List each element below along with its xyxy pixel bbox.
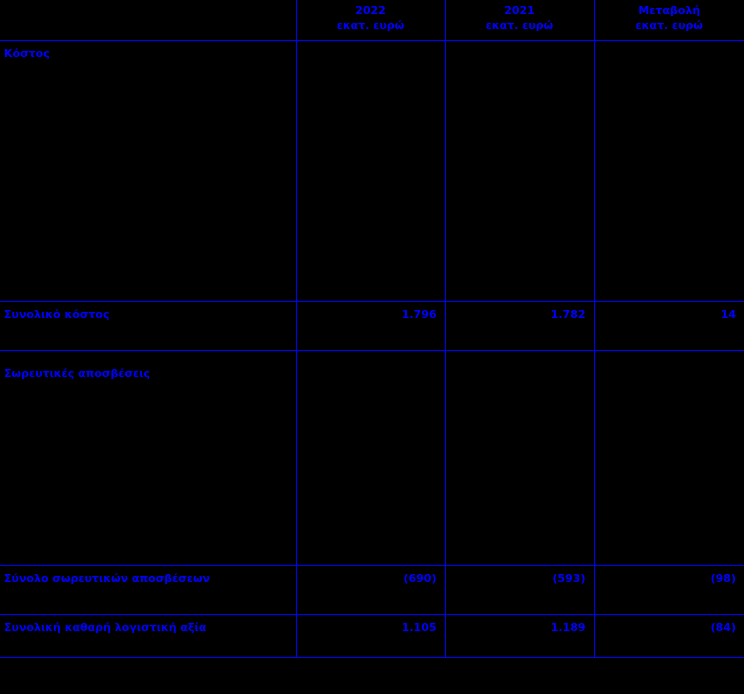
table-body — [0, 40, 744, 658]
section-heading-row-depreciation — [0, 350, 744, 381]
grand-total-change: (84) — [594, 615, 744, 658]
header-unit-2022: εκατ. ευρώ — [336, 18, 405, 32]
total-cost-2022: 1.796 — [296, 301, 445, 350]
section-heading-depreciation: Σωρευτικές αποσβέσεις — [4, 366, 150, 380]
header-cell-2021 — [445, 0, 594, 40]
grand-total-2021: 1.189 — [445, 615, 594, 658]
header-unit-2021: εκατ. ευρώ — [485, 18, 554, 32]
section-cost-cell-change — [594, 40, 744, 61]
header-year-change: Μεταβολή — [638, 4, 701, 17]
header-year-2022: 2022 — [355, 4, 386, 17]
total-cost-change: 14 — [594, 301, 744, 350]
total-depr-change: (98) — [594, 566, 744, 615]
section-cost-spacer-change — [594, 61, 744, 302]
section-cost-spacer-label — [0, 61, 296, 302]
total-depr-2022: (690) — [296, 566, 445, 615]
section-depr-cell-2021 — [445, 350, 594, 381]
table-header — [0, 0, 744, 40]
section-cost-cell-2021 — [445, 40, 594, 61]
section-cost-cell-2022 — [296, 40, 445, 61]
grand-total-2022: 1.105 — [296, 615, 445, 658]
total-label-cost: Συνολικό κόστος — [0, 301, 296, 350]
section-depr-spacer-2021 — [445, 381, 594, 566]
section-cost-spacer-2022 — [296, 61, 445, 302]
section-depr-spacer-row — [0, 381, 744, 566]
section-heading-row-cost — [0, 40, 744, 61]
grand-total-label: Συνολική καθαρή λογιστική αξία — [0, 615, 296, 658]
section-cost-spacer-row — [0, 61, 744, 302]
total-row-cost — [0, 301, 744, 350]
grand-total-row — [0, 615, 744, 658]
header-cell-2022 — [296, 0, 445, 40]
header-year-2021: 2021 — [504, 4, 535, 17]
total-label-depreciation: Σύνολο σωρευτικών αποσβέσεων — [0, 566, 296, 615]
section-depr-spacer-change — [594, 381, 744, 566]
header-row — [0, 0, 744, 40]
section-depr-spacer-label — [0, 381, 296, 566]
header-unit-change: εκατ. ευρώ — [635, 18, 703, 32]
header-cell-change — [594, 0, 744, 40]
section-heading-cost: Κόστος — [4, 46, 50, 60]
section-depr-cell-change — [594, 350, 744, 381]
section-depr-spacer-2022 — [296, 381, 445, 566]
total-row-depreciation — [0, 566, 744, 615]
section-cost-spacer-2021 — [445, 61, 594, 302]
total-cost-2021: 1.782 — [445, 301, 594, 350]
total-depr-2021: (593) — [445, 566, 594, 615]
section-depr-cell-2022 — [296, 350, 445, 381]
header-cell-label — [0, 0, 296, 40]
